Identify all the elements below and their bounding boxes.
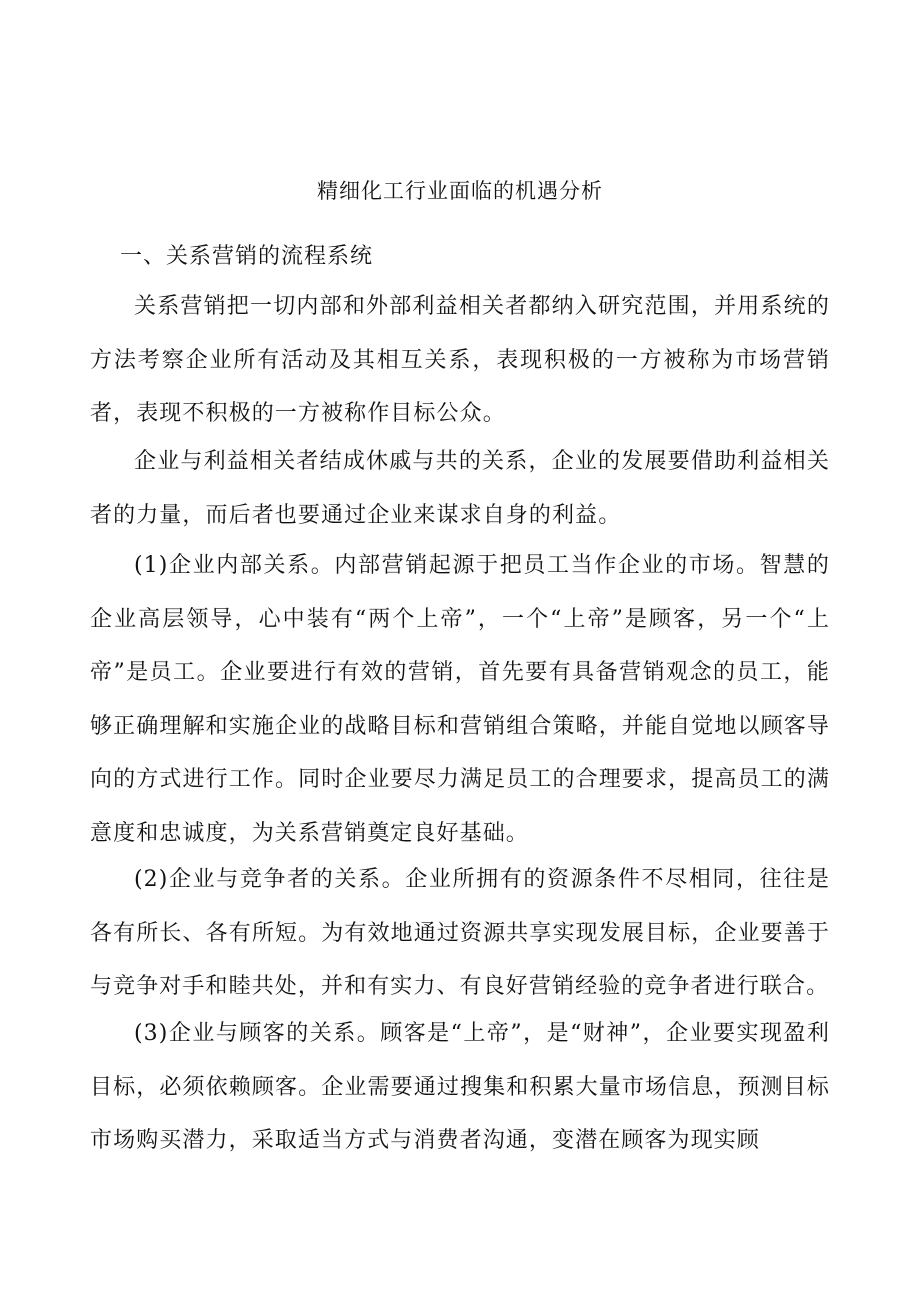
paragraph-1: 关系营销把一切内部和外部利益相关者都纳入研究范围，并用系统的方法考察企业所有活动及其相互关系，表现积极的一方被称为市场营销者，表现不积极的一方被称作目标公众。 — [90, 294, 830, 426]
paragraph-2: 企业与利益相关者结成休戚与共的关系，企业的发展要借助利益相关者的力量，而后者也要通过企业来谋求自身的利益。 — [90, 449, 830, 528]
paragraph-5: (3)企业与顾客的关系。顾客是“上帝”，是“财神”，企业要实现盈利目标，必须依赖顾客。企业需要通过搜集和积累大量市场信息，预测目标市场购买潜力，采取适当方式与消费者沟通，变潜在顾客为现实顾 — [90, 1021, 830, 1153]
section-heading: 一、关系营销的流程系统 — [120, 244, 374, 269]
paragraph-3: (1)企业内部关系。内部营销起源于把员工当作企业的市场。智慧的企业高层领导，心中装有“两个上帝”，一个“上帝”是顾客，另一个“上帝”是员工。企业要进行有效的营销，首先要有具备营销观念的员工，能够正确理解和实施企业的战略目标和营销组合策略，并能自觉地以顾客导向的方式进行工作。同时企业要尽力满足员工的合理要求，提高员工的满意度和忠诚度，为关系营销奠定良好基础。 — [90, 553, 830, 846]
document-title: 精细化工行业面临的机遇分析 — [317, 179, 603, 203]
paragraph-4: (2)企业与竞争者的关系。企业所拥有的资源条件不尽相同，往往是各有所长、各有所短。为有效地通过资源共享实现发展目标，企业要善于与竞争对手和睦共处，并和有实力、有良好营销经验的竞争者进行联合。 — [90, 867, 830, 999]
